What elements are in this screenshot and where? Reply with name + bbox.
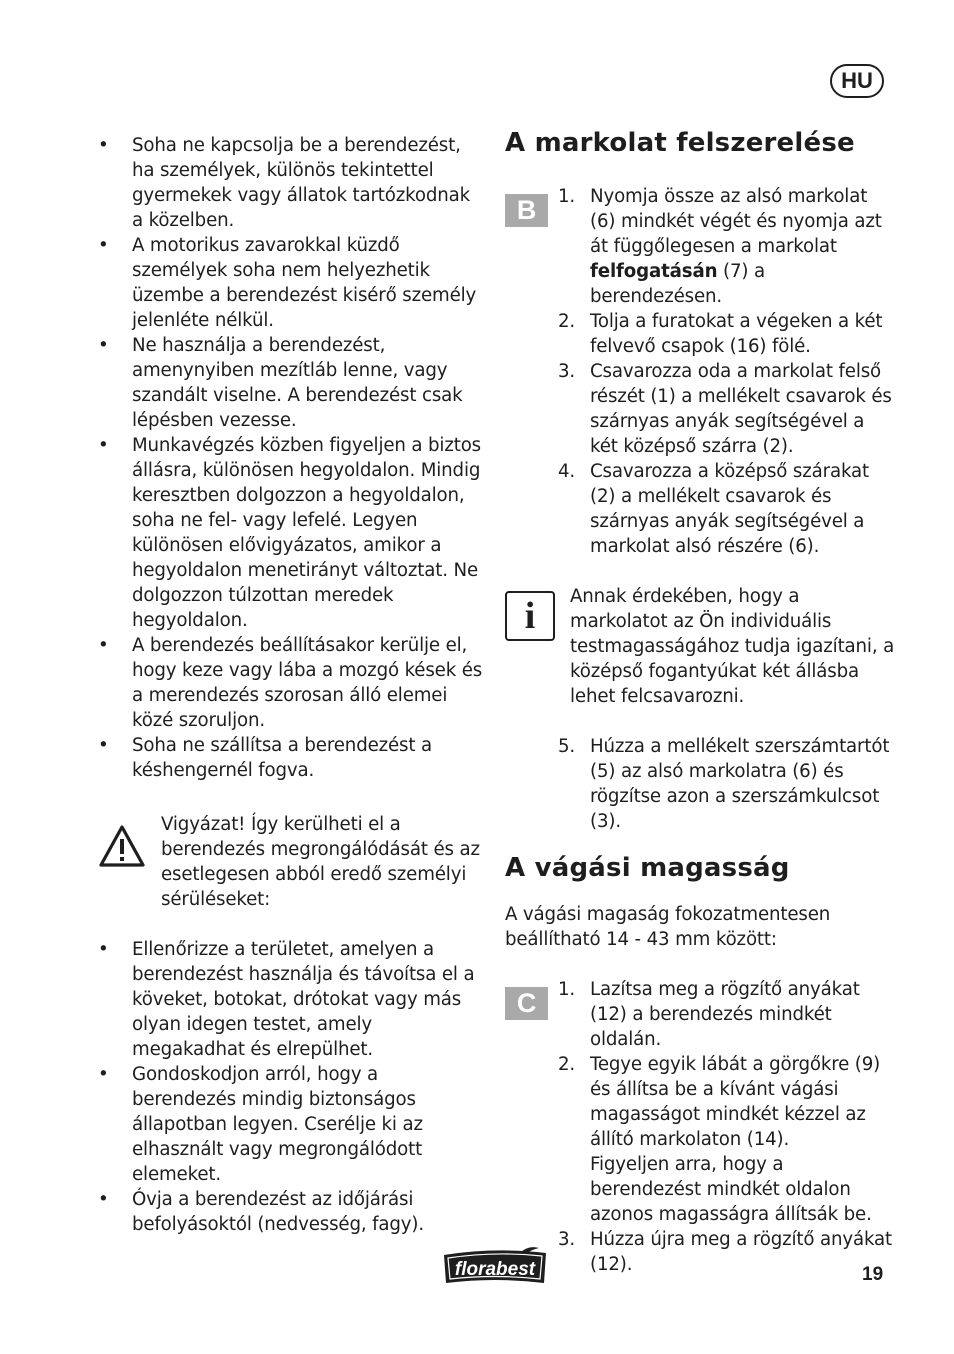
step-item — [555, 977, 895, 1052]
cutting-steps — [555, 977, 895, 1277]
warning-note — [98, 812, 483, 912]
handle-steps-block — [505, 184, 895, 559]
step-text: Tegye egyik lábát a görgőkre (9) és állítsa be a kívánt vágási magasságot mindkét kézzel az állító markolaton (14). — [590, 1054, 881, 1150]
step-item — [555, 359, 895, 459]
tool-holder-step — [505, 734, 895, 834]
step-text: Lazítsa meg a rögzítő anyákat (12) a berendezés mindkét oldalán. — [590, 979, 860, 1050]
warning-triangle-icon — [98, 824, 146, 868]
step-text: (7) a berendezésen. — [590, 261, 765, 307]
section-title-cutting-height: A vágási magasság — [505, 853, 790, 883]
language-badge: HU — [830, 64, 884, 98]
bullet-item: • Ellenőrizze a területet, amelyen a berendezést használja és távoítsa el a köveket, botokat, drótokat vagy más olyan idegen testet, amely megakadhat és elrepülhet. — [98, 937, 483, 1062]
step-note: Figyeljen arra, hogy a berendezést mindkét oldalon azonos magasságra állítsák be. — [590, 1154, 872, 1225]
step-text: Csavarozza a középső szárakat (2) a mellékelt csavarok és szárnyas anyák segítségével a markolat alsó részére (6). — [590, 461, 869, 557]
right-column — [505, 125, 895, 1277]
step-text: Csavarozza oda a markolat felső részét (1) a mellékelt csavarok és szárnyas anyák segítségével a két középső szárra (2). — [590, 361, 892, 457]
bullet-item: • Munkavégzés közben figyeljen a biztos állásra, különösen hegyoldalon. Mindig keresztben dolgozzon a hegyoldalon, soha ne fel- vagy lefelé. Legyen különösen elővigyázatos, amikor a hegyoldalon menetirányt változtat. Ne dolgozzon túlzottan meredek hegyoldalon. — [98, 433, 483, 633]
page-number: 19 — [862, 1264, 884, 1285]
warning-text: Vigyázat! Így kerülheti el a berendezés megrongálódását és az esetlegesen abból eredő személyi sérüléseket: — [161, 814, 480, 910]
logo-wordmark: florabest — [454, 1259, 536, 1280]
handle-steps — [555, 184, 895, 559]
safety-bullet-list-2 — [98, 937, 483, 1237]
step-number: 3. — [557, 1229, 575, 1250]
figure-label-c: C — [505, 987, 548, 1020]
step-number: 2. — [557, 311, 575, 332]
step-text: Nyomja össze az alsó markolat (6) mindkét végét és nyomja azt át függőlegesen a markolat — [590, 186, 882, 257]
bullet-item: • Soha ne kapcsolja be a berendezést, ha személyek, különös tekintettel gyermekek vagy állatok tartózkodnak a közelben. — [98, 133, 483, 233]
cutting-steps-block — [505, 977, 895, 1277]
step-number: 1. — [557, 186, 575, 207]
step-number: 4. — [557, 461, 575, 482]
info-note — [505, 584, 895, 709]
step-number: 5. — [557, 736, 575, 757]
step-item — [555, 734, 895, 834]
safety-bullet-list — [98, 133, 483, 783]
cutting-height-intro: A vágási magaság fokozatmentesen beállítható 14 - 43 mm között: — [505, 904, 831, 950]
figure-label-b: B — [505, 194, 548, 227]
step-item — [555, 309, 895, 359]
step-item — [555, 1227, 895, 1277]
step-item — [555, 1052, 895, 1227]
step-text-bold: felfogatásán — [590, 261, 718, 282]
step-text: Tolja a furatokat a végeken a két felvevő csapok (16) fölé. — [590, 311, 883, 357]
tool-holder-steps — [555, 734, 895, 834]
step-item — [555, 184, 895, 309]
info-text: Annak érdekében, hogy a markolatot az Ön individuális testmagasságához tudja igazítani, a középső fogantyúkat két állásba lehet felcsavarozni. — [570, 586, 895, 707]
step-text: Húzza a mellékelt szerszámtartót (5) az alsó markolatra (6) és rögzítse azon a szerszámkulcsot (3). — [590, 736, 890, 832]
bullet-item: • A berendezés beállításakor kerülje el, hogy keze vagy lába a mozgó kések és a merendezés szorosan álló elemei közé szoruljon. — [98, 633, 483, 733]
step-number: 3. — [557, 361, 575, 382]
step-text: Húzza újra meg a rögzítő anyákat (12). — [590, 1229, 893, 1275]
bullet-item: • Óvja a berendezést az időjárási befolyásoktól (nedvesség, fagy). — [98, 1187, 483, 1237]
step-number: 1. — [557, 979, 575, 1000]
bullet-item: • Ne használja a berendezést, amenynyiben mezítláb lenne, vagy szandált viselne. A berendezést csak lépésben vezesse. — [98, 333, 483, 433]
florabest-logo — [440, 1245, 550, 1287]
step-item — [555, 459, 895, 559]
bullet-item: • A motorikus zavarokkal küzdő személyek soha nem helyezhetik üzembe a berendezést kisérő személy jelenléte nélkül. — [98, 233, 483, 333]
info-icon: i — [505, 591, 555, 641]
bullet-item: • Soha ne szállítsa a berendezést a késhengernél fogva. — [98, 733, 483, 783]
bullet-item: • Gondoskodjon arról, hogy a berendezés mindig biztonságos állapotban legyen. Cserélje ki az elhasznált vagy megrongálódott elemeket. — [98, 1062, 483, 1187]
left-column — [98, 133, 483, 1237]
step-number: 2. — [557, 1054, 575, 1075]
section-title-handle-assembly: A markolat felszerelése — [505, 128, 855, 158]
